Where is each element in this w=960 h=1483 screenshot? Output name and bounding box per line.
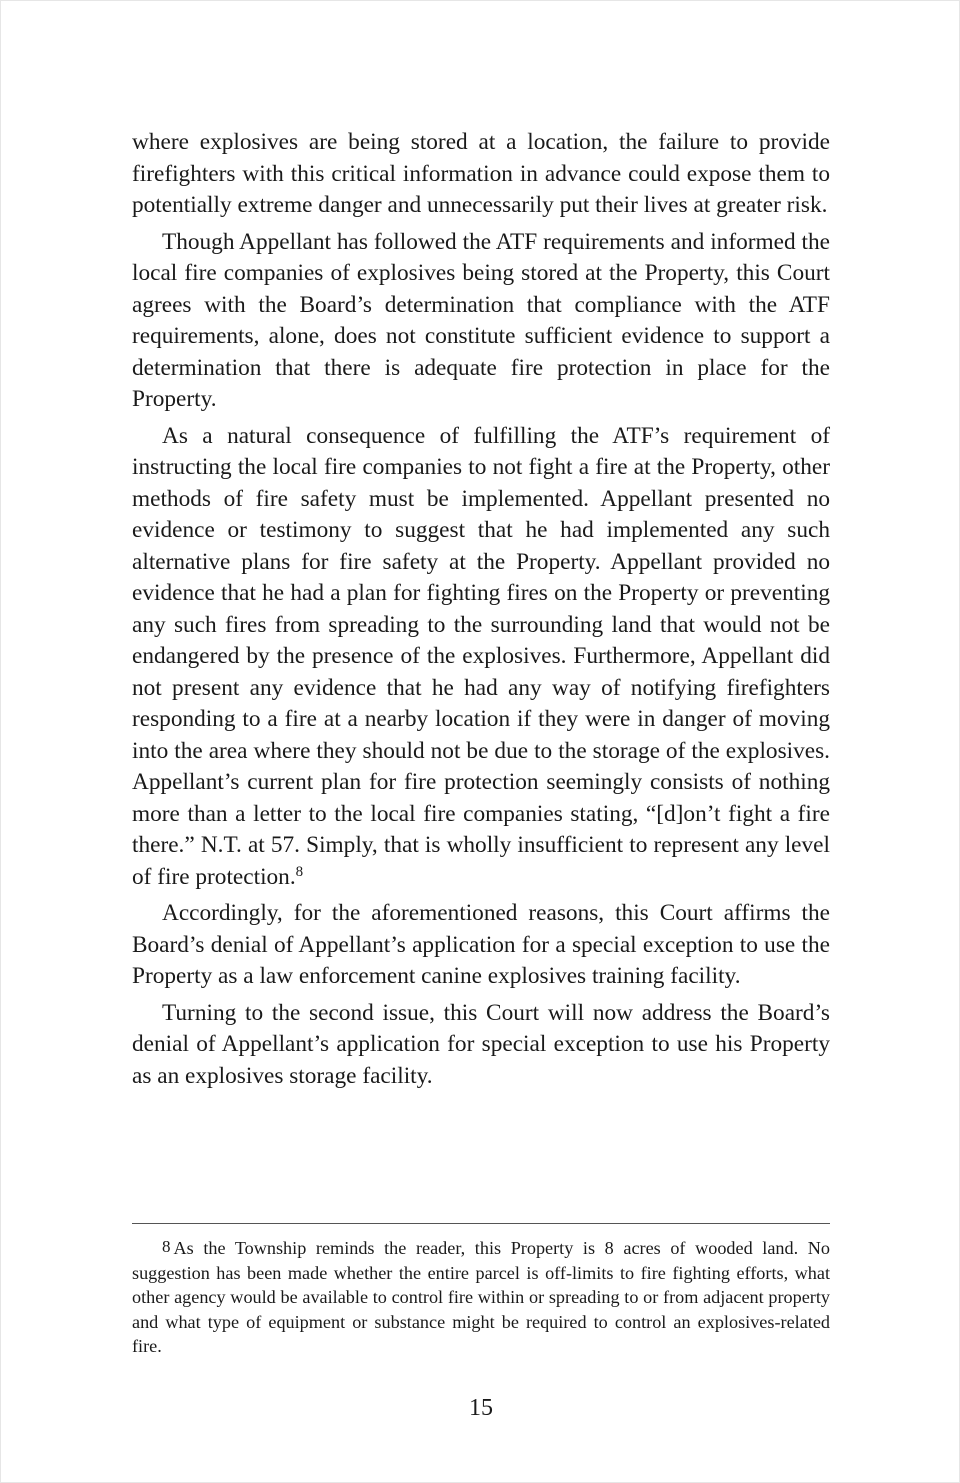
paragraph-continued: where explosives are being stored at a location, the failure to provide firefighters with this critical information in advance could expose them to potentially extreme danger and unnecessarily put their lives at greater risk. [132, 129, 830, 218]
body-text [132, 127, 830, 1097]
footnote-text: As the Township reminds the reader, this Property is 8 acres of wooded land. No suggestion has been made whether the entire parcel is off-limits to fire fighting efforts, what other agency would be available to control fire within or spreading to or from adjacent property and what type of equipment or substance might be required to control an explosives-related fire. [132, 1238, 830, 1357]
paragraph-second-issue: Turning to the second issue, this Court will now address the Board’s denial of Appellant’s application for special exception to use his Property as an explosives storage facility. [132, 999, 830, 1089]
paragraph-atf-compliance: Though Appellant has followed the ATF requirements and informed the local fire companies of explosives being stored at the Property, this Court agrees with the Board’s determination that compliance with the ATF requirements, alone, does not constitute sufficient evidence to support a determination that there is adequate fire protection in place for the Property. [132, 228, 830, 412]
footnote-reference-8: 8 [295, 863, 304, 880]
footnote-marker: 8 [162, 1237, 171, 1256]
footnote-8 [132, 1235, 830, 1359]
paragraph-fire-safety-text: As a natural consequence of fulfilling the ATF’s requirement of instructing the local fire companies to not fight a fire at the Property, other methods of fire safety must be implemented. Appellant presented no evidence or testimony to suggest that he had implemented any such alternative plans for fire safety at the Property. Appellant provided no evidence that he had a plan for fighting fires on the Property or preventing any such fires from spreading to the surrounding land that would not be endangered by the presence of the explosives. Furthermore, Appellant did not present any evidence that he had any way of notifying firefighters responding to a fire at a nearby location if they were in danger of moving into the area where they should not be due to the storage of the explosives. Appellant’s current plan for fire protection seemingly consists of nothing more than a letter to the local fire companies stating, “[d]on’t fight a fire there.” N.T. at 57. Simply, that is wholly insufficient to represent any level of fire protection. [132, 422, 830, 890]
paragraph-fire-safety [132, 421, 830, 894]
paragraph-conclusion: Accordingly, for the aforementioned reasons, this Court affirms the Board’s denial of Appellant’s application for a special exception to use the Property as a law enforcement canine explosives training facility. [132, 900, 830, 989]
page-number: 15 [469, 1395, 493, 1421]
footnote-divider [132, 1223, 830, 1224]
